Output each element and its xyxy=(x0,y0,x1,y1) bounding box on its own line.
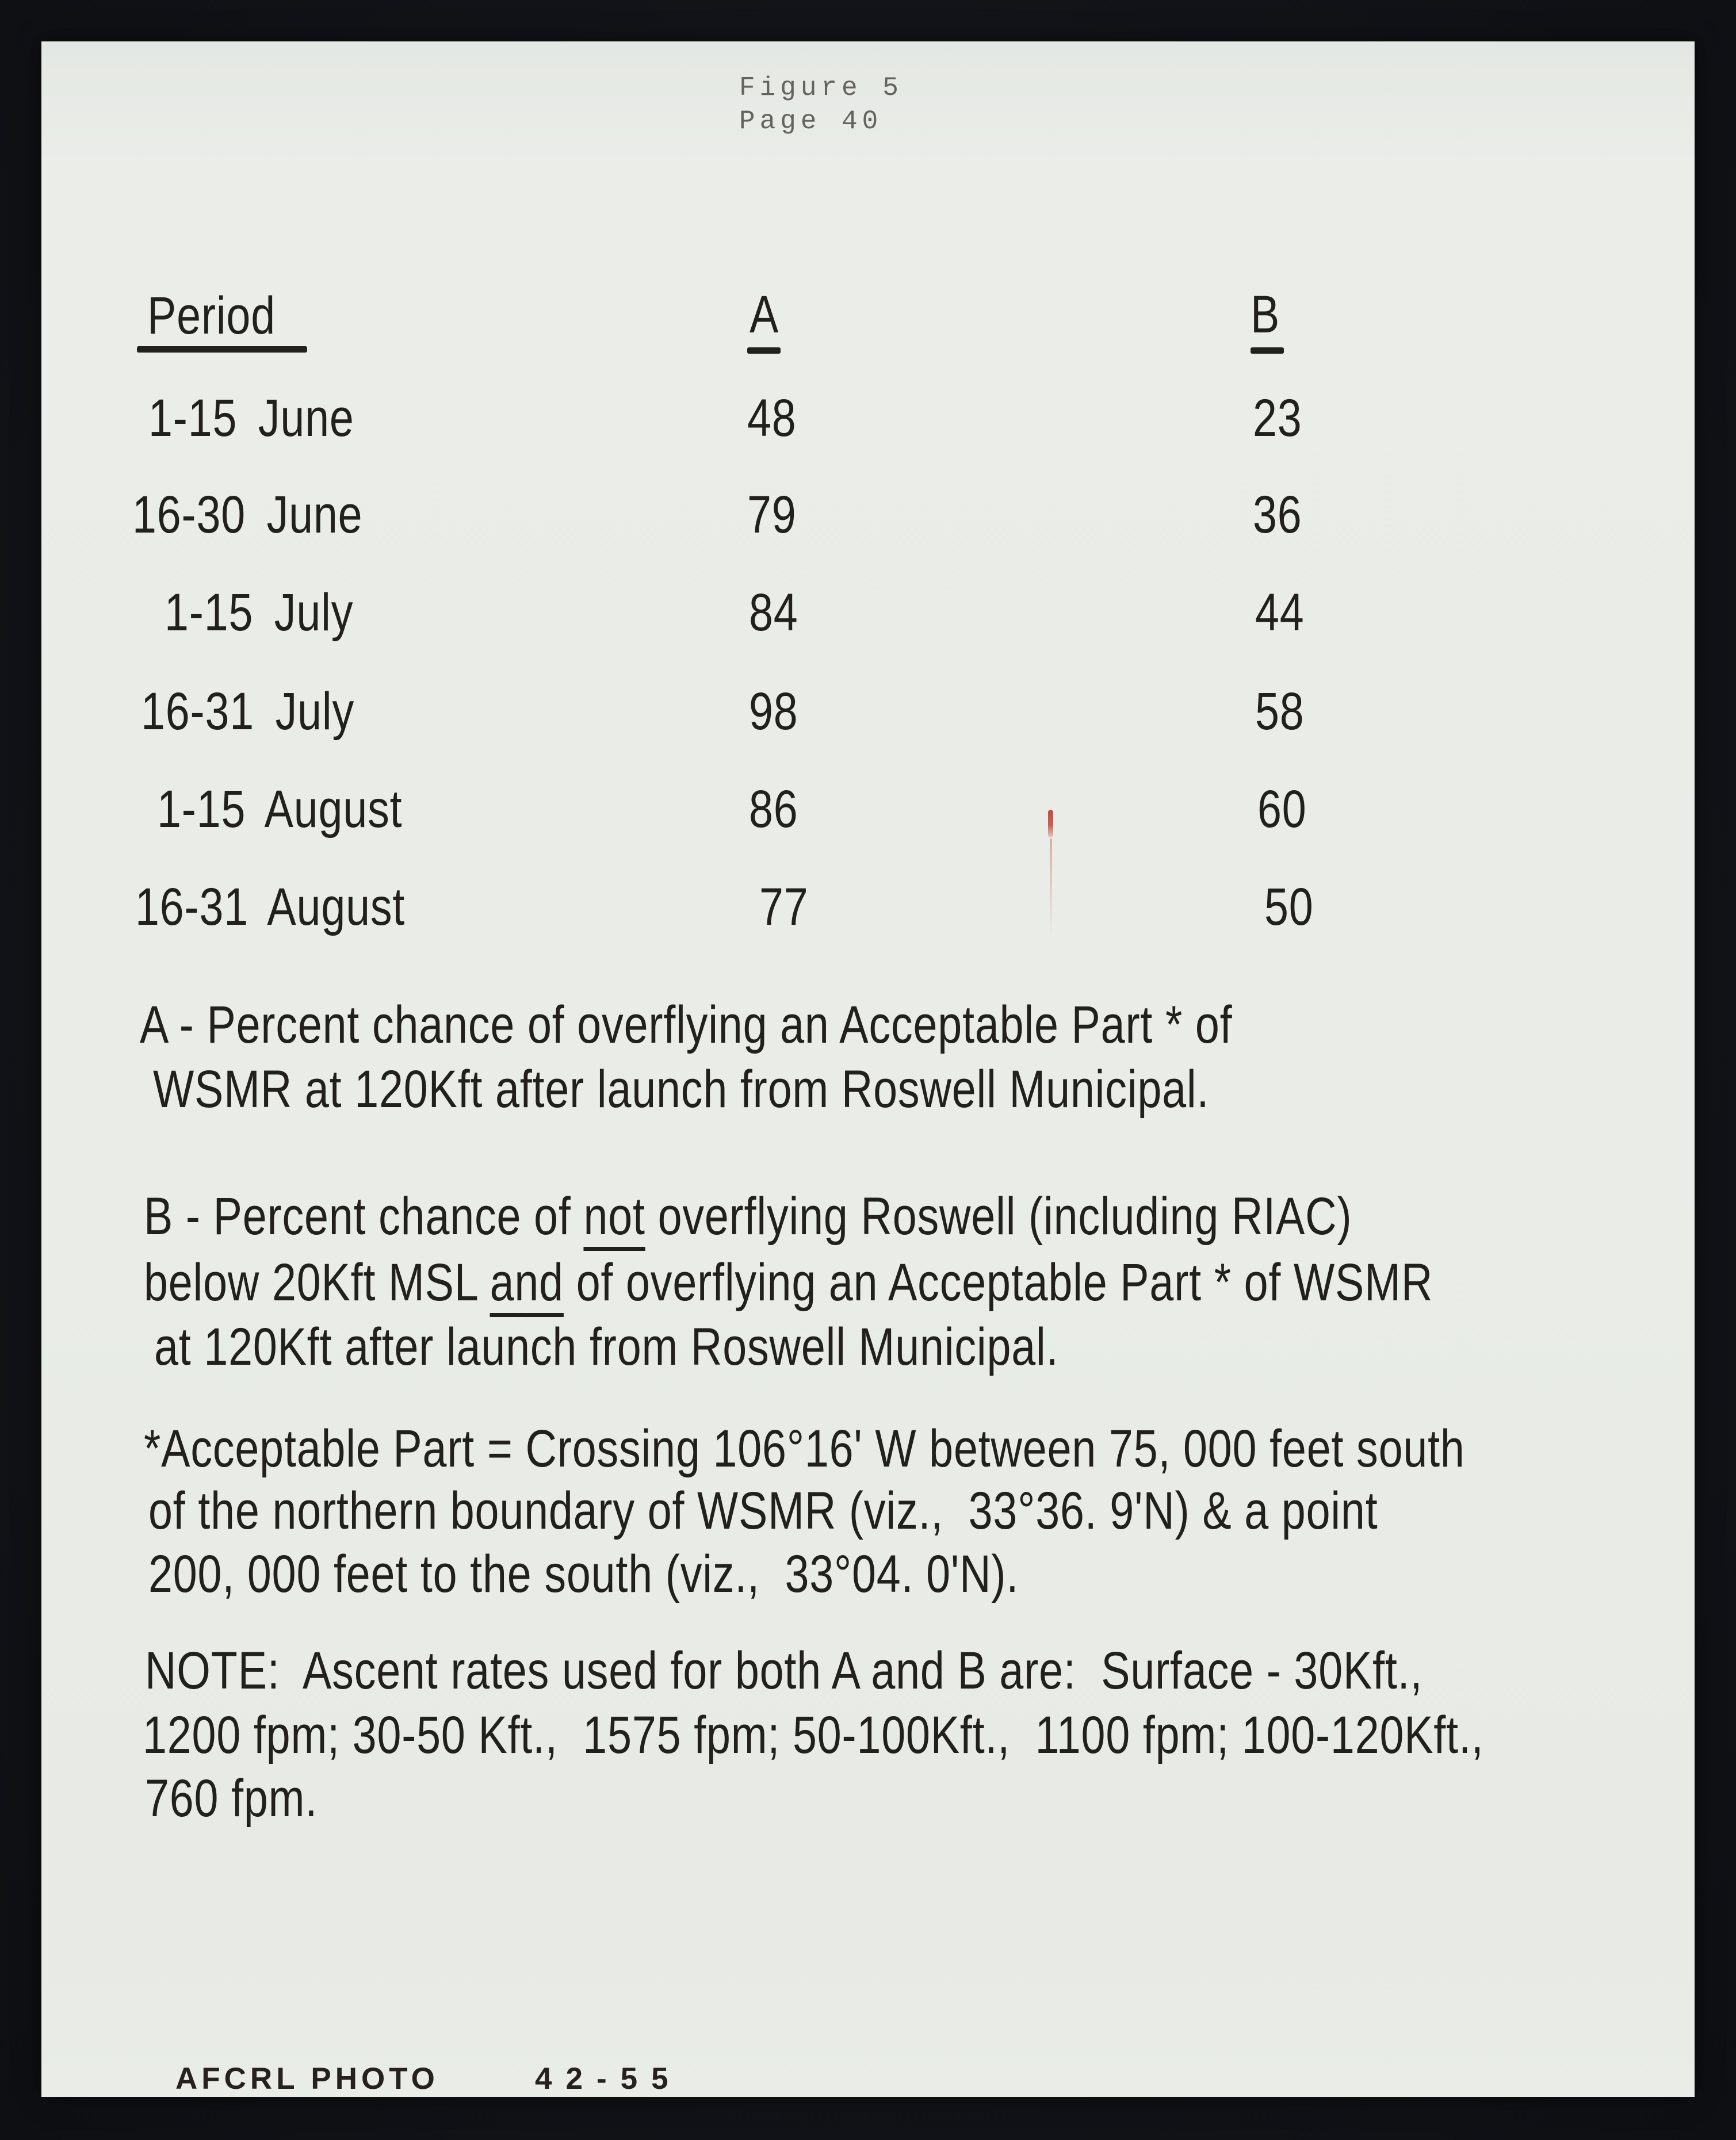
asterisk-note-line1: *Acceptable Part = Crossing 106°16' W between 75, 000 feet south xyxy=(144,1419,1465,1478)
figure-caption: Figure 5 xyxy=(739,73,903,103)
ascent-note-line2: 1200 fpm; 30-50 Kft., 1575 fpm; 50-100Kft., 1100 fpm; 100-120Kft., xyxy=(143,1706,1484,1764)
table-cell-a: 79 xyxy=(747,485,797,544)
table-row-period: 1-15 June xyxy=(148,389,354,447)
table-cell-a: 77 xyxy=(759,878,809,936)
table-cell-a: 86 xyxy=(749,780,798,839)
asterisk-note-line3: 200, 000 feet to the south (viz., 33°04. 0'N). xyxy=(148,1545,1019,1603)
table-row-period: 16-31 July xyxy=(141,682,355,741)
table-cell-b: 58 xyxy=(1255,682,1305,741)
table-cell-b: 23 xyxy=(1253,389,1302,447)
column-header-a: A xyxy=(750,285,779,344)
table-cell-b: 60 xyxy=(1257,780,1307,839)
table-cell-b: 36 xyxy=(1253,485,1302,544)
note-b-line2-post: of overflying an Acceptable Part * of WSMR xyxy=(563,1253,1433,1312)
note-b-line1-pre: B - Percent chance of xyxy=(144,1187,584,1246)
table-cell-b: 44 xyxy=(1255,583,1305,642)
column-header-period: Period xyxy=(147,286,276,345)
period-underline xyxy=(137,346,307,353)
red-ink-mark xyxy=(1048,810,1053,837)
table-cell-b: 50 xyxy=(1264,878,1314,936)
table-cell-a: 98 xyxy=(749,682,798,741)
note-a-line1: A - Percent chance of overflying an Acceptable Part * of xyxy=(140,996,1233,1054)
note-b-line3: at 120Kft after launch from Roswell Municipal. xyxy=(154,1318,1059,1376)
table-row-period: 1-15 July xyxy=(165,583,354,642)
table-row-period: 16-31 August xyxy=(135,878,406,936)
note-b-line2 xyxy=(144,1253,1433,1312)
note-b-underlined-and: and xyxy=(490,1253,564,1312)
note-b-line2-pre: below 20Kft MSL xyxy=(144,1253,490,1312)
ascent-note-line1: NOTE: Ascent rates used for both A and B are: Surface - 30Kft., xyxy=(145,1641,1423,1700)
ascent-note-line3: 760 fpm. xyxy=(145,1769,318,1828)
page-caption: Page 40 xyxy=(739,106,883,136)
asterisk-note-line2: of the northern boundary of WSMR (viz., 33°36. 9'N) & a point xyxy=(148,1481,1378,1540)
b-underline xyxy=(1251,347,1284,354)
column-header-b: B xyxy=(1251,285,1280,344)
photo-number-stamp: 42-55 xyxy=(535,2062,682,2096)
note-b-line1 xyxy=(144,1187,1352,1246)
afcrl-photo-stamp: AFCRL PHOTO xyxy=(175,2062,439,2096)
red-ink-mark-tail xyxy=(1050,839,1052,936)
note-a-line2: WSMR at 120Kft after launch from Roswell Municipal. xyxy=(153,1060,1210,1119)
table-cell-a: 48 xyxy=(747,389,797,447)
note-b-line1-post: overflying Roswell (including RIAC) xyxy=(645,1187,1352,1246)
table-row-period: 1-15 August xyxy=(157,780,403,839)
table-cell-a: 84 xyxy=(749,583,798,642)
a-underline xyxy=(747,347,781,354)
paper-sheet xyxy=(41,41,1695,2097)
note-b-underlined-not: not xyxy=(583,1187,645,1246)
table-row-period: 16-30 June xyxy=(132,485,363,544)
